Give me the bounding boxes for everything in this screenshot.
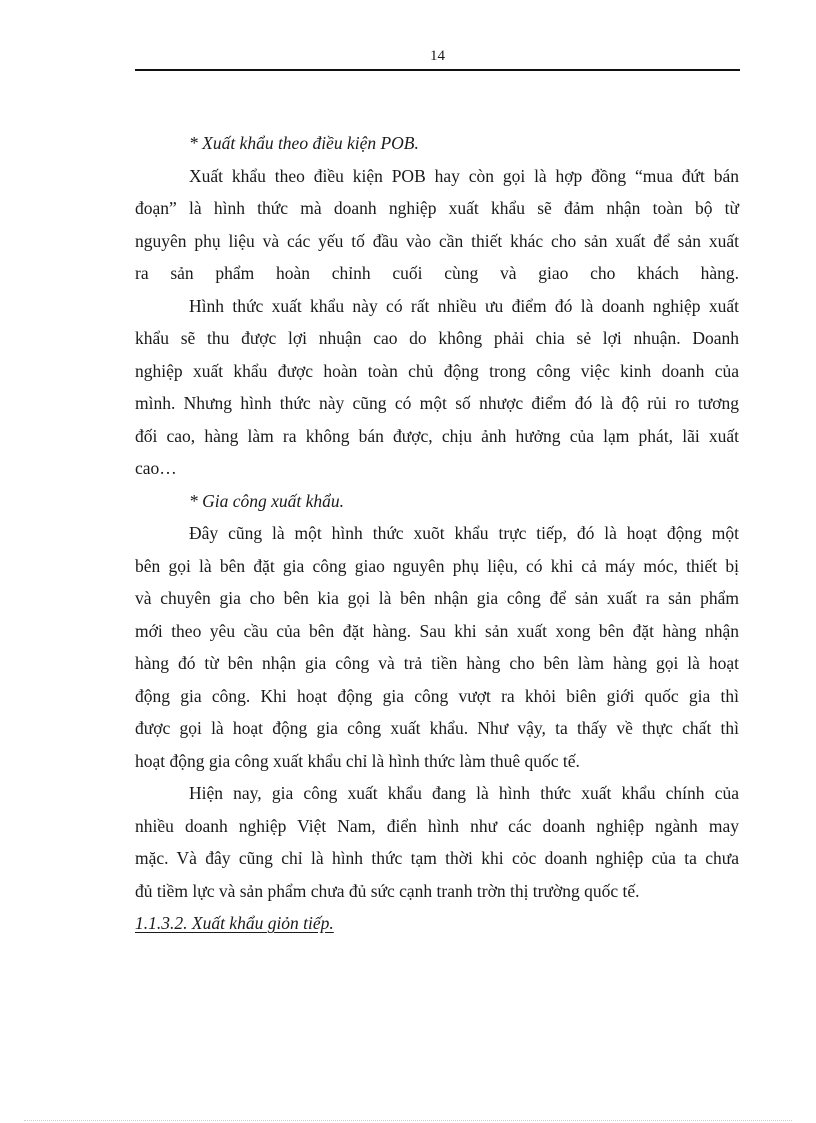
text-line: hàng đó từ bên nhận gia công và trả tiền hàng cho bên làm hàng gọi là hoạt	[135, 653, 739, 673]
text-line: nhiều doanh nghiệp Việt Nam, điển hình như các doanh nghiệp ngành may	[135, 815, 739, 836]
text-line: đối cao, hàng làm ra không bán được, chịu ảnh hưởng của lạm phát, lãi xuất	[135, 425, 739, 446]
text-line: cao…	[135, 458, 177, 478]
text-line: * Gia công xuất khẩu.	[189, 490, 345, 511]
text-line: nghiệp xuất khẩu được hoàn toàn chủ động trong công việc kinh doanh của	[135, 360, 739, 381]
text-line: Đây cũng là một hình thức xuõt khẩu trực tiếp, đó là hoạt động một	[189, 523, 739, 543]
text-line: bên gọi là bên đặt gia công giao nguyên phụ liệu, có khi cả máy móc, thiết bị	[135, 555, 739, 576]
text-line: Xuất khẩu theo điều kiện POB hay còn gọi là hợp đồng “mua đứt bán	[189, 165, 739, 186]
text-line: được gọi là hoạt động gia công xuất khẩu. Như vậy, ta thấy về thực chất thì	[135, 718, 739, 738]
text-line: mặc. Và đây cũng chỉ là hình thức tạm thời khi cỏc doanh nghiệp của ta chưa	[135, 848, 739, 868]
text-line: hoạt động gia công xuất khẩu chỉ là hình thức làm thuê quốc tế.	[135, 750, 580, 771]
footer-rule	[24, 1120, 792, 1121]
text-line: * Xuất khẩu theo điều kiện POB.	[189, 133, 419, 153]
document-body	[135, 127, 739, 940]
text-line: mình. Nhưng hình thức này cũng có một số nhược điểm đó là độ rủi ro tương	[135, 393, 739, 413]
text-line: Hiện nay, gia công xuất khẩu đang là hình thức xuất khẩu chính của	[189, 783, 739, 803]
text-line: động gia công. Khi hoạt động gia công vượt ra khỏi biên giới quốc gia thì	[135, 685, 739, 706]
section-heading: 1.1.3.2. Xuất khẩu giỏn tiếp.	[135, 913, 334, 933]
text-line: Hình thức xuất khẩu này có rất nhiều ưu điểm đó là doanh nghiệp xuất	[189, 295, 739, 316]
text-line: và chuyên gia cho bên kia gọi là bên nhận gia công để sản xuất ra sản phẩm	[135, 588, 739, 608]
text-line: đủ tiềm lực và sản phẩm chưa đủ sức cạnh tranh trờn thị trường quốc tế.	[135, 880, 640, 901]
page-number: 14	[430, 48, 445, 64]
text-line: nguyên phụ liệu và các yếu tố đầu vào cần thiết khác cho sản xuất để sản xuất	[135, 230, 739, 251]
text-line: ra sản phẩm hoàn chỉnh cuối cùng và giao cho khách hàng.	[135, 263, 739, 283]
text-line: khẩu sẽ thu được lợi nhuận cao do không phải chia sẻ lợi nhuận. Doanh	[135, 328, 739, 348]
text-line: đoạn” là hình thức mà doanh nghiệp xuất khẩu sẽ đảm nhận toàn bộ từ	[135, 198, 739, 218]
paragraph-lines	[135, 127, 739, 907]
text-line: mới theo yêu cầu của bên đặt hàng. Sau khi sản xuất xong bên đặt hàng nhận	[135, 620, 739, 641]
header-rule	[135, 69, 740, 71]
